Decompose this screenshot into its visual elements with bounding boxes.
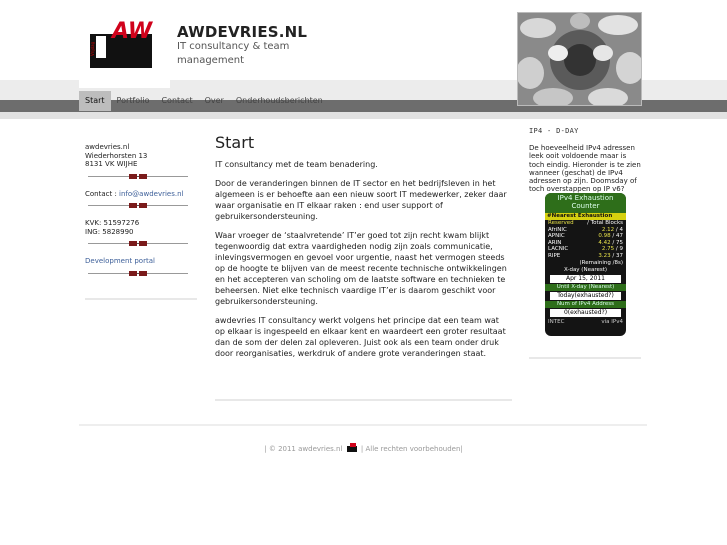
rir-name: RIPE	[548, 252, 561, 259]
company-street: Wiederhorsten 13	[85, 151, 148, 160]
widget-num-value: 0(exhausted?)	[550, 309, 621, 317]
ing-number: ING: 5828990	[85, 227, 134, 236]
widget-subtitle: #Nearest Exhaustion	[545, 213, 626, 220]
sidebar-left	[85, 143, 197, 287]
ornament-divider	[88, 239, 188, 249]
sidebar-right-footer-line	[529, 357, 641, 359]
ipv4-exhaustion-counter-widget[interactable]	[545, 193, 626, 336]
intro-paragraph: IT consultancy met de team benadering.	[215, 160, 378, 169]
rir-name: ARIN	[548, 239, 562, 246]
page-title: Start	[215, 133, 255, 152]
contact-label: Contact :	[85, 189, 120, 198]
nav-item-over[interactable]: Over	[204, 96, 224, 105]
widget-rir-row	[545, 240, 626, 247]
rir-value: 2.75	[601, 246, 615, 253]
content-paragraph: Waar vroeger de ‘staalvretende’ IT’er goed tot zijn recht kwam blijkt tegenwoordig dat extra vaardigheden nodig zijn zoals communicatie, inlevingsvermogen en gevoel voor urgentie, naast het vermogen steeds op de hoogte te blijven van de meest recente technische ontwikkelingen en het accepteren van scholing om de laatste software en technieken te beheersen. Niet elke technisch vaardige IT’er is daarom geschikt voor gebruikersondersteuning.	[215, 231, 507, 306]
widget-rir-row	[545, 246, 626, 253]
site-logo[interactable]	[90, 18, 156, 70]
content-paragraph: Door de veranderingen binnen de IT sector en het bedrijfsleven in het algemeen is er behoefte aan een nieuw soort IT medewerker, zeker daar waar organisatie en IT elkaar raken : end user support of gebruikersondersteuning.	[215, 179, 507, 221]
rir-total: / 47	[612, 233, 623, 240]
ornament-divider	[88, 201, 188, 211]
company-name: awdevries.nl	[85, 143, 130, 151]
widget-footer	[545, 318, 626, 326]
nav-item-start[interactable]: Start	[79, 91, 111, 111]
rir-value: 0.98	[598, 233, 611, 240]
widget-header-row	[545, 220, 626, 227]
nav-item-portfolio[interactable]: Portfolio	[116, 96, 150, 105]
widget-num-label: Num of IPv4 Address	[545, 301, 626, 308]
widget-remaining-label: (Remaining /8s)	[579, 259, 623, 266]
widget-header-right: / Total Blocks	[587, 220, 623, 226]
rir-name: APNIC	[548, 233, 565, 240]
site-tagline: IT consultancy & team management	[177, 41, 290, 66]
nav-item-onderhoudsberichten[interactable]: Onderhoudsberichten	[235, 96, 323, 105]
widget-until-label: Until X-day (Nearest)	[545, 284, 626, 291]
widget-until-value: Today(exhausted?)	[550, 292, 621, 300]
rir-total: / 4	[615, 226, 623, 233]
sidebar-left-footer-line	[85, 298, 197, 300]
ornament-divider	[88, 172, 188, 182]
svg-text:AW: AW	[112, 19, 153, 44]
rir-total: / 37	[612, 252, 623, 259]
rir-name: AfriNIC	[548, 226, 567, 233]
footer-copyright: | © 2011 awdevries.nl	[264, 445, 343, 453]
kvk-number: KVK: 51597276	[85, 219, 140, 227]
footer-rights: | Alle rechten voorbehouden|	[360, 445, 463, 453]
development-portal-link[interactable]: Development portal	[85, 257, 155, 265]
widget-rir-row	[545, 233, 626, 240]
rir-value: 4.42	[598, 239, 611, 246]
main-nav	[79, 91, 329, 111]
ipv4-description: De hoeveelheid IPv4 adressen leek ooit voldoende maar is toch eindig. Hieronder is te zien wanneer (geschat) de IPv4 adressen op zijn. Doomsday of toch overstappen op IP v6?	[529, 144, 641, 194]
header-photo-hands	[517, 12, 642, 106]
nav-item-contact[interactable]: Contact	[161, 96, 193, 105]
main-content	[215, 133, 510, 367]
widget-title: IPv4 Exhaustion Counter	[545, 193, 626, 213]
widget-header-left: Reserved	[548, 220, 574, 226]
rir-total: / 9	[615, 246, 623, 253]
content-paragraph: awdevries IT consultancy werkt volgens het principe dat een team wat op elkaar is ingespeeld en elkaar kent en waardeert een groter resultaat dan de som der delen zal opleveren. Juist ook als een team onder druk door reorganisaties, werkdruk of andere grote veranderingen staat.	[215, 316, 506, 358]
widget-footer-right: via IPv4	[601, 318, 623, 325]
main-footer-line	[215, 399, 512, 401]
footer-logo-icon	[347, 443, 357, 452]
footer-divider	[79, 424, 647, 426]
rir-value: 2.12	[601, 226, 615, 233]
widget-xday-label: X-day (Nearest)	[563, 266, 608, 273]
ornament-divider	[88, 269, 188, 279]
page-footer	[0, 443, 727, 453]
contact-email-link[interactable]: info@awdevries.nl	[119, 189, 184, 198]
rir-name: LACNIC	[548, 246, 569, 253]
widget-rir-row	[545, 253, 626, 260]
sidebar-right	[529, 127, 641, 193]
widget-xday-value: Apr 15, 2011	[550, 275, 621, 283]
company-city: 8131 VK WIJHE	[85, 160, 138, 168]
rir-value: 3.23	[598, 252, 611, 259]
widget-rir-row	[545, 227, 626, 234]
ipv4-section-title: IP4 - D-DAY	[529, 127, 579, 135]
site-title: AWDEVRIES.NL	[177, 23, 308, 41]
rir-total: / 75	[612, 239, 623, 246]
nav-band-bottom	[0, 112, 727, 119]
svg-text:Vrijdag: Vrijdag	[90, 41, 95, 56]
widget-footer-left: INTEC	[548, 318, 565, 325]
